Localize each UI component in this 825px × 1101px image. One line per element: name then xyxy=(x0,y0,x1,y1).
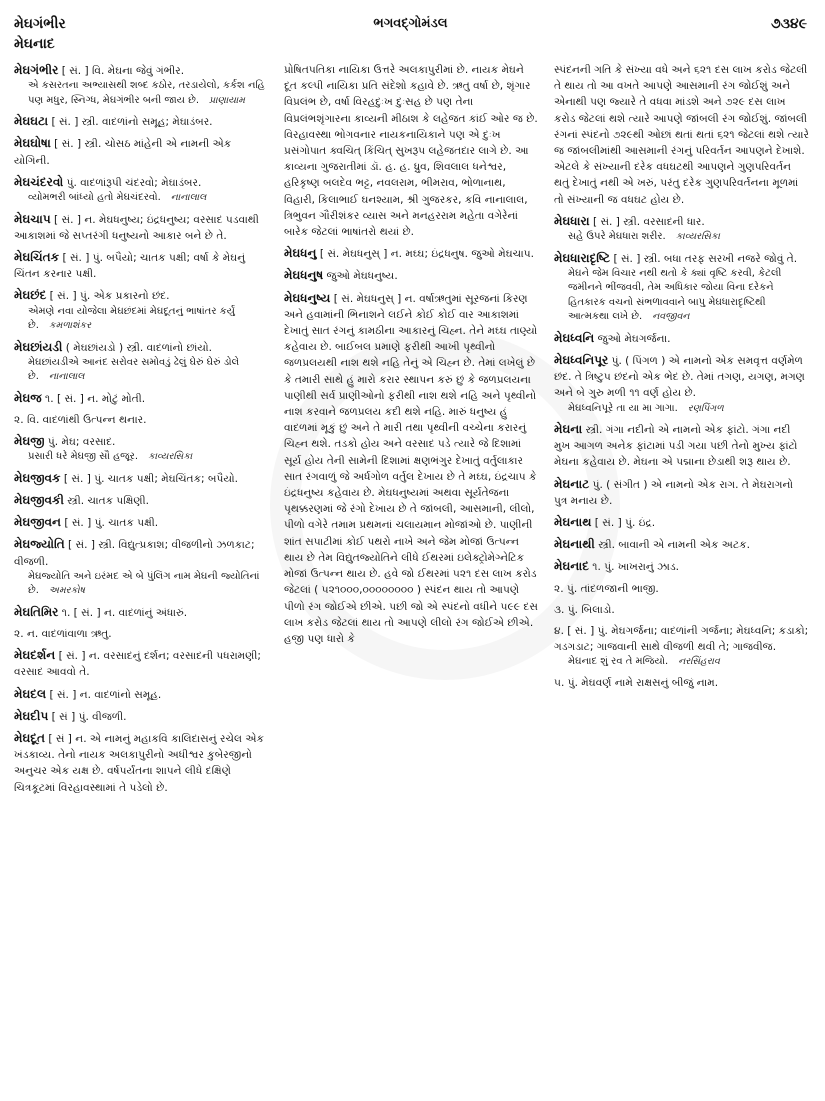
quotation-source: પ્રાણાયામ xyxy=(209,94,245,106)
entry-definition: [ સં. ] સ્ત્રી. વિદ્યુત્પ્રકાશ; વીજળીનો ઝળકાટ; વીજળી. xyxy=(14,539,255,568)
quotation-text: સહે ઉપરે મેઘધારા શરીર. xyxy=(568,231,666,243)
dictionary-entry xyxy=(284,245,539,262)
dictionary-entry xyxy=(554,581,809,597)
entry-definition: ૨. ન. વાદળાંવાળા ઋતુ. xyxy=(14,628,112,641)
dictionary-entry xyxy=(14,626,269,642)
entry-definition: પું. વાદળાંરૂપી ચંદરવો; મેઘાડંબર. xyxy=(66,176,202,189)
dictionary-entry xyxy=(14,470,269,487)
dictionary-entry xyxy=(554,558,809,575)
entry-headword: મેઘઘોષા xyxy=(14,136,51,151)
entry-definition: [ સં. ] સ્ત્રી. ચોસઠ માંહેની એ નામની એક યોગિની. xyxy=(14,138,232,167)
quotation-source: નરસિંહરાવ xyxy=(678,656,720,668)
entry-definition: [ સં ] ન. એ નામનું મહાકવિ કાલિદાસનું રચેલ એક ખંડકાવ્ય. તેનો નાયક અલકાપુરીનો અધીશ્વર કુબેરજીનો અનુચર એક યક્ષ છે. વર્ષપર્યંતના શાપને લીધે દક્ષિણે ચિત્રકૂટમાં વિરહાવસ્થામાં તે પડેલો છે. xyxy=(14,733,264,794)
entry-quotation xyxy=(568,402,809,417)
dictionary-entry xyxy=(554,330,809,347)
dictionary-entry xyxy=(554,602,809,618)
entry-definition: સ્ત્રી. ગંગા નદીનો એ નામનો એક ફાંટો. ગંગા નદી મુખ આગળ અનેક ફાંટામાં પડી ગયા પછી તેનો મુખ્ય ફાંટો મેઘના કહેવાય છે. મેઘના એ પદ્માના છેડાથી શરૂ થાય છે. xyxy=(554,424,798,469)
dictionary-entry xyxy=(14,492,269,509)
column-1 xyxy=(14,62,269,1094)
entry-headword: મેઘછાંયડી xyxy=(14,339,63,354)
entry-headword: મેઘજીવકી xyxy=(14,493,64,508)
entry-headword: મેઘનાદ xyxy=(554,559,589,574)
quotation-text: મેઘછાંયડીએ આનંદ સરોવર સમોવડું ઢેલું ઘેરું ઘેરું ડોલે છે. xyxy=(28,356,240,383)
entry-quotation xyxy=(28,191,269,206)
entry-definition: ૧. પું. ખાખરાનું ઝાડ. xyxy=(592,561,680,574)
entry-definition: સ્ત્રી. ચાતક પક્ષિણી. xyxy=(67,495,150,508)
entry-headword: મેઘધારા xyxy=(554,213,590,228)
dictionary-entry xyxy=(14,211,269,244)
entry-definition: ૩. પું. બિલાડો. xyxy=(554,603,615,616)
dictionary-entry xyxy=(14,686,269,703)
entry-definition: [ સં. ] પું. ચાતક પક્ષી; મેઘચિંતક; બપૈયો. xyxy=(63,472,239,485)
quotation-source: નાનાલાલ xyxy=(170,192,207,204)
dictionary-entry xyxy=(284,290,539,647)
dictionary-title: ભગવદ્ગોમંડલ xyxy=(373,16,448,31)
entry-headword: મેઘજીવક xyxy=(14,470,61,485)
dictionary-entry xyxy=(554,62,809,208)
entry-headword: મેઘધનુષ્ય xyxy=(284,290,331,305)
dictionary-entry xyxy=(554,675,809,691)
dictionary-entry xyxy=(554,536,809,553)
entry-definition: ૨. પું. તાંદળજાની ભાજી. xyxy=(554,582,659,595)
entry-headword: મેઘધનુ xyxy=(284,246,317,261)
quotation-source: કાવ્યરસિકા xyxy=(148,451,193,463)
entry-headword: મેઘચાપ xyxy=(14,211,51,226)
dictionary-entry xyxy=(14,390,269,407)
dictionary-columns xyxy=(14,62,809,1094)
entry-headword: મેઘચિંતક xyxy=(14,249,60,264)
entry-headword: મેઘજીવન xyxy=(14,515,61,530)
dictionary-entry xyxy=(14,412,269,428)
entry-headword: મેઘધનુષ xyxy=(284,268,324,283)
entry-definition: [ સં. ] પું. એક પ્રકારનો છંદ. xyxy=(49,290,170,303)
entry-headword: મેઘજ xyxy=(14,390,42,405)
entry-headword: મેઘનાથ xyxy=(554,515,592,530)
entry-headword: મેઘના xyxy=(554,422,583,437)
dictionary-entry xyxy=(554,213,809,245)
dictionary-entry xyxy=(14,604,269,621)
entry-quotation xyxy=(568,230,809,245)
entry-definition: [ સં. ] પું. ઇંદ્ર. xyxy=(594,517,656,530)
entry-definition: [ સં. ] સ્ત્રી. બધા તરફ સરખી નજરે જોવું તે. xyxy=(613,252,798,265)
dictionary-entry xyxy=(14,62,269,108)
entry-headword: મેઘજી xyxy=(14,434,45,449)
entry-definition: [ સં. ] પું. ચાતક પક્ષી. xyxy=(64,517,159,530)
entry-definition: ૪. [ સં. ] પું. મેઘગર્જના; વાદળાંની ગર્જના; મેઘધ્વનિ; કડાકો; ગડગડાટ; ગાજવાની સાથે વીજળી થવી તે; ગાજવીજ. xyxy=(554,625,809,654)
entry-headword: મેઘનાટ xyxy=(554,476,590,491)
quotation-text: મેઘજ્યોતિ અને ઇરંમદ એ બે પુંલિંગ નામ મેઘની જ્યોતિનાં છે. xyxy=(28,570,260,597)
dictionary-entry xyxy=(14,174,269,206)
quotation-text: એ કસરતના અભ્યાસથી શબ્દ કઠોર, તરડાયેલો, કર્કશ નહિ પણ મધુર, સ્નિગ્ધ, મેઘગંભીર બની જાય છે. xyxy=(28,80,265,106)
dictionary-entry xyxy=(284,62,539,240)
dictionary-entry xyxy=(14,135,269,168)
entry-definition: સ્પંદનની ગતિ કે સંખ્યા વધે અને ૬૨૧ દસ લાખ કરોડ જેટલી તે થાય તો આ વખતે આપણે આસમાની રંગ જોઈશું અને એનાથી પણ જ્યારે તે વધવા માંડશે અને ૭૨૯ દસ લાખ કરોડ જેટલાં થશે ત્યારે આપણે જાંબલી રંગ જોઈશું. જાંબલી રંગનાં સ્પંદનો ૭૨૯થી ઓછાં થતાં થતાં ૬૨૧ જેટલાં થશે ત્યારે જ જાંબલીમાંથી આસમાની રંગનું પરિવર્તન આપણને દેખાશે. એટલે કે સંખ્યાની દરેક વધઘટથી આપણને ગુણપરિવર્તન થતું દેખાતું નથી એ ખરું, પરંતુ દરેક ગુણપરિવર્તનના મૂળમાં તો સંખ્યાની જ વધઘટ હોય છે. xyxy=(554,64,809,206)
entry-headword: મેઘધ્વનિપૂર xyxy=(554,352,609,367)
entry-headword: મેઘદર્શન xyxy=(14,648,56,663)
entry-definition: [ સં. ] ન. મેઘધનુષ્ય; ઇંદ્રધનુષ્ય; વરસાદ પડવાથી આકાશમાં જે સપ્તરંગી ધનુષ્યનો આકાર બને છે તે. xyxy=(14,213,259,242)
entry-definition: ૧. [ સં. ] ન. મોટું મોતી. xyxy=(45,392,146,405)
entry-definition: [ સં ] પું. વીજળી. xyxy=(51,710,127,723)
entry-definition: [ સં. ] પું. બપૈયો; ચાતક પક્ષી; વર્ષા કે મેઘનું ચિંતન કરનાર પક્ષી. xyxy=(14,251,246,281)
entry-definition: [ સં. ] ન. વાદળાંનો સમૂહ. xyxy=(49,688,162,701)
entry-definition: [ સં. ] ન. વરસાદનું દર્શન; વરસાદની પધરામણી; વરસાદ આવવો તે. xyxy=(14,650,261,679)
dictionary-entry xyxy=(14,536,269,598)
dictionary-entry xyxy=(14,730,269,796)
entry-quotation xyxy=(28,356,269,385)
entry-quotation xyxy=(568,267,809,325)
quotation-text: એમણે નવા યોજેલા મેઘછંદમાં મેઘદૂતનું ભાષાંતર કર્યું છે. xyxy=(28,305,235,332)
dictionary-entry xyxy=(554,250,809,325)
entry-definition: ( મેઘછાંયડો ) સ્ત્રી. વાદળાંનો છાંયો. xyxy=(65,341,212,354)
quotation-text: વ્યોમભરી બાંધ્યો હતો મેઘચંદરવો. xyxy=(28,192,161,204)
dictionary-entry xyxy=(554,623,809,670)
entry-definition: પું. ( સંગીત ) એ નામનો એક રાગ. તે મેઘરાગનો પુત્ર મનાય છે. xyxy=(554,478,794,507)
quotation-source: નવજીવન xyxy=(652,311,690,323)
dictionary-entry xyxy=(14,647,269,680)
entry-definition: સ્ત્રી. બાવાની એ નામની એક અટક. xyxy=(598,539,751,552)
column-2 xyxy=(284,62,539,1094)
entry-definition: પ્રોષિતપતિકા નાયિકા ઉત્તરે અલકાપુરીમાં છે. નાયક મેઘને દૂત કલ્પી નાયિકા પ્રતિ સંદેશો કહાવે છે. ઋતુ વર્ષા છે, શૃંગાર વિપ્રલંભ છે, વર્ષા વિરહદુઃખ દુઃસહ છે પણ તેના વિપ્રલંભશૃંગારના કાવ્યની મીઠાશ કે લહેજત કાંઈ ઓર જ છે. વિરહાવસ્થા ભોગવનાર નાયકનાયિકાને પણ એ દુઃખ પ્રસંગોપાત ક્વચિત્ કિંચિત્ સુખરૂપ લહેજતદાર લાગે છે. આ કાવ્યના ગુજરાતીમાં ડૉ. હ. હ. ધ્રુવ, શિવલાલ ધનેશ્વર, હરિકૃષ્ણ બલદેવ ભટ્ટ, નવલરામ, ભીમરાવ, ભોળાનાથ, વિહારી, કિલાભાઈ ઘનશ્યામ, શ્રી ગુજરકર, કવિ નાનાલાલ, ત્રિભુવન ગૌરીશંકર વ્યાસ અને મનહરરામ મહેતા વગેરેનાં બારેક જેટલાં ભાષાંતરો થયાં છે. xyxy=(284,64,538,239)
entry-definition: જુઓ મેઘગર્જના. xyxy=(597,332,671,345)
entry-definition: [ સં. ] સ્ત્રી. વરસાદની ધાર. xyxy=(592,215,705,228)
entry-definition: જુઓ મેઘધનુષ્ય. xyxy=(326,270,398,283)
entry-definition: ૫. પું. મેઘવર્ણ નામે રાક્ષસનું બીજું નામ. xyxy=(554,676,719,689)
dictionary-entry xyxy=(14,287,269,333)
page-number: ૭૩૪૯ xyxy=(770,16,807,32)
entry-quotation xyxy=(28,79,269,108)
dictionary-entry xyxy=(554,421,809,471)
dictionary-entry xyxy=(554,514,809,531)
entry-headword: મેઘદલ xyxy=(14,686,47,701)
dictionary-entry xyxy=(284,267,539,284)
page-header xyxy=(14,14,807,58)
dictionary-entry xyxy=(14,514,269,531)
entry-headword: મેઘદૂત xyxy=(14,731,45,746)
entry-definition: પું. ( પિંગળ ) એ નામનો એક સમવૃત્ત વર્ણમેળ છંદ. તે ત્રિષ્ટુપ છંદનો એક ભેદ છે. તેમાં તગણ, યગણ, મગણ અને બે ગુરુ મળી ૧૧ વર્ણ હોય છે. xyxy=(554,354,805,400)
entry-headword: મેઘગંભીર xyxy=(14,63,59,77)
dictionary-entry xyxy=(14,113,269,130)
quotation-text: મેઘધ્વનિપૂરે તા યા મા ગાગા. xyxy=(568,402,678,414)
entry-headword: મેઘચંદરવો xyxy=(14,174,64,189)
dictionary-entry xyxy=(14,433,269,465)
guide-word-first: મેઘગંભીર xyxy=(14,16,66,32)
quotation-text: પ્રસારી ધરે મેઘજી સૌ હજૂર. xyxy=(28,451,138,463)
column-3 xyxy=(554,62,809,1094)
dictionary-entry xyxy=(14,249,269,282)
entry-definition: પું. મેઘ; વરસાદ. xyxy=(47,436,116,449)
dictionary-entry xyxy=(554,476,809,509)
entry-headword: મેઘધ્વનિ xyxy=(554,330,595,345)
quotation-source: અમરકોષ xyxy=(48,585,85,597)
entry-headword: મેઘધારાદૃષ્ટિ xyxy=(554,250,611,265)
quotation-source: રણપિંગળ xyxy=(687,402,724,414)
dictionary-entry xyxy=(14,708,269,725)
entry-definition: [ સં. મેઘધનુસ્ ] ન. વર્ષાઋતુમાં સૂરજનાં કિરણ અને હવામાંની ભિનાશને લઈને કોઈ કોઈ વાર આકાશમાં દેખાતું સાત રંગનું કામઠીના આકારનું ચિહ્ન. તેને મઘ્ઘ તાણ્યો કહેવાય છે. બાઈબલ પ્રમાણે ફરીથી આખી પૃથ્વીનો જળપ્રલયથી નાશ થશે નહિ તેનું એ ચિહ્ન છે. તેમાં લખેલું છે કે તમારી સાથે હું મારો કરાર સ્થાપન કરું છું કે જળપ્રલયના પાણીથી સર્વ પ્રાણીઓનો ફરીથી નાશ થશે નહિ અને પૃથ્વીનો નાશ કરવાને જળપ્રલય કદી થશે નહિ. મારું ધનુષ્ય હું વાદળમાં મૂકું છું અને તે મારી તથા પૃથ્વીની વચ્ચેના કરારનું ચિહ્ન થશે. તડકો હોય અને વરસાદ પડે ત્યારે જે દિશામાં સૂર્ય હોય તેની સામેની દિશામાં ક્ષણભંગુર દેખાતું વર્તુલાકાર સાત રંગવાળું જે અર્ધગોળ વર્તુલ દેખાય છે તે મઘ્ઘ, ઇંદ્રચાપ કે ઇંદ્રધનુષ્ય કહેવાય છે. મેઘધનુષ્યમાં અથવા સૂર્યતેજના પૃથક્કરણમાં જે રંગો દેખાય છે તે જાંબલી, આસમાની, લીલો, પીળો વગેરે તમામ પ્રથમનાં ચલાયમાન મોજાંઓ છે. પાણીની શાંત સપાટીમાં કોઈ પથરો નાખે અને જેમ મોજાં ઉત્પન્ન થાય છે તેમ વિદ્યુતજ્યોતિને લીધે ઈથરમાં ઇલેક્ટ્રોમેગ્નેટિક મોજાં ઉત્પન્ન થાય છે. હવે જો ઈથરમાં ૫૨૧ દસ લાખ કરોડ જેટલાં ( ૫૨૧૦૦૦,૦૦૦૦૦૦૦૦ ) સ્પંદન થાય તો આપણે પીળો રંગ જોઈએ છીએ. પછી જો એ સ્પંદનો વધીને ૫૯૯ દસ લાખ કરોડ જેટલાં થાય તો આપણે લીલો રંગ જોઈએ છીએ. હજી પણ ધારો કે xyxy=(284,292,538,645)
entry-definition: ૧. [ સં. ] ન. વાદળાંનું અંધારું. xyxy=(61,606,188,619)
entry-headword: મેઘનાથી xyxy=(554,537,595,552)
entry-definition: [ સં. ] સ્ત્રી. વાદળાંનો સમૂહ; મેઘાડંબર. xyxy=(51,116,213,129)
entry-quotation xyxy=(28,305,269,334)
guide-word-last: મેઘનાદ xyxy=(14,36,55,52)
entry-headword: મેઘતિમિર xyxy=(14,604,59,619)
entry-quotation xyxy=(568,655,809,670)
entry-definition: ૨. વિ. વાદળાંથી ઉત્પન્ન થનાર. xyxy=(14,413,147,426)
entry-quotation xyxy=(28,570,269,599)
dictionary-entry xyxy=(554,352,809,416)
entry-headword: મેઘજ્યોતિ xyxy=(14,537,65,552)
entry-quotation xyxy=(28,450,269,465)
quotation-source: કમળાશંકર xyxy=(48,320,92,332)
entry-headword: મેઘદીપ xyxy=(14,708,49,723)
entry-definition: [ સં. ] વિ. મેઘના જેવું ગંભીર. xyxy=(61,65,185,77)
entry-headword: મેઘઘટા xyxy=(14,114,49,129)
quotation-text: મેઘને જેમ વિચાર નથી થતો કે ક્યાં વૃષ્ટિ કરવી, કેટલી જમીનને ભીંજવવી, તેમ અધિકાર જોયા વિના દરેકને હિતકારક વચનો સંભળાવવાને બાપુ મેઘધારાદૃષ્ટિથી આત્મકથા લખે છે. xyxy=(568,267,782,323)
entry-definition: [ સં. મેઘધનુસ્ ] ન. મઘ્ઘ; ઇંદ્રધનુષ. જુઓ મેઘચાપ. xyxy=(319,248,534,261)
quotation-text: મેઘનાદ શું રવ તે મજિયો. xyxy=(568,656,669,668)
dictionary-entry xyxy=(14,339,269,385)
entry-headword: મેઘછંદ xyxy=(14,288,47,303)
quotation-source: નાનાલાલ xyxy=(48,371,85,383)
quotation-source: કાવ્યરસિકા xyxy=(675,231,720,243)
